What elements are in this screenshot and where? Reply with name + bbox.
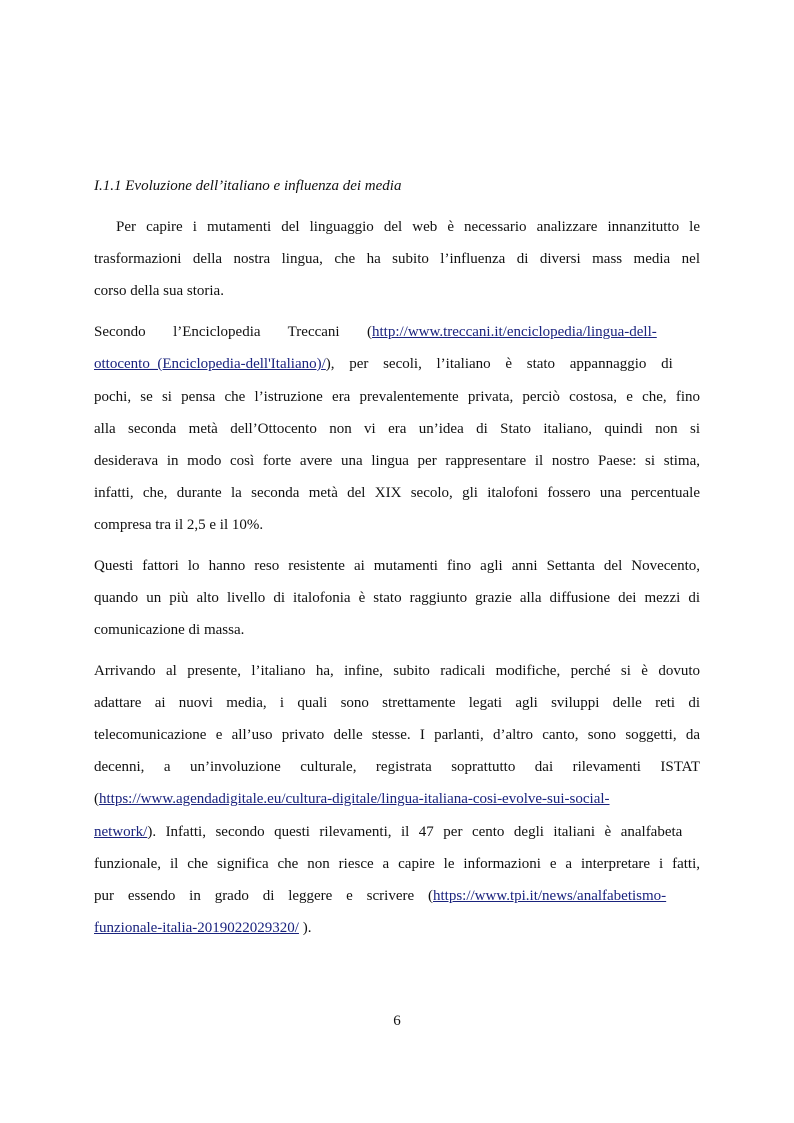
paragraph-3-line-2: quando un più alto livello di italofonia è stato raggiunto grazie alla diffusione dei mezzi di xyxy=(94,590,700,606)
agendadigitale-link-part-2[interactable]: network/ xyxy=(94,824,148,840)
paragraph-1-line-2: trasformazioni della nostra lingua, che ha subito l’influenza di diversi mass media nel xyxy=(94,251,700,267)
paragraph-2-line-2 xyxy=(94,354,700,374)
paragraph-4-text: ). Infatti, secondo questi rilevamenti, il 47 per cento degli italiani è analfabeta xyxy=(147,824,683,840)
paragraph-2-line-7: compresa tra il 2,5 e il 10%. xyxy=(94,517,264,533)
paragraph-4-line-7: funzionale, il che significa che non riesce a capire le informazioni e a interpretare i fatti, xyxy=(94,856,700,872)
paragraph-4-line-9 xyxy=(94,918,700,938)
paragraph-4-text: pur essendo in grado di leggere e scrivere ( xyxy=(94,888,433,904)
tpi-link-part-2[interactable]: funzionale-italia-2019022029320/ xyxy=(94,920,299,936)
paragraph-4-line-8 xyxy=(94,886,700,906)
paragraph-1-line-3: corso della sua storia. xyxy=(94,283,224,299)
paragraph-4-line-2: adattare ai nuovi media, i quali sono strettamente legati agli sviluppi delle reti di xyxy=(94,695,700,711)
treccani-link-part-2[interactable]: ottocento_(Enciclopedia-dell'Italiano)/ xyxy=(94,356,326,372)
paragraph-2-line-1 xyxy=(94,322,700,342)
paragraph-4-line-3: telecomunicazione e all’uso privato delle stesse. I parlanti, d’altro canto, sono soggetti, da xyxy=(94,727,700,743)
paragraph-4-line-6 xyxy=(94,822,700,842)
paragraph-2-line-5: desiderava in modo così forte avere una lingua per rappresentare il nostro Paese: si stima, xyxy=(94,453,700,469)
paragraph-4-text: ). xyxy=(298,920,312,936)
tpi-link-part-1[interactable]: https://www.tpi.it/news/analfabetismo- xyxy=(433,888,667,904)
agendadigitale-link-part-1[interactable]: https://www.agendadigitale.eu/cultura-digitale/lingua-italiana-cosi-evolve-sui-social- xyxy=(99,791,610,807)
paragraph-4-text: ( xyxy=(94,791,99,807)
paragraph-2-text: ), per secoli, l’italiano è stato appannaggio di xyxy=(325,356,673,372)
paragraph-3-line-3: comunicazione di massa. xyxy=(94,622,245,638)
paragraph-3-line-1: Questi fattori lo hanno reso resistente ai mutamenti fino agli anni Settanta del Novecento, xyxy=(94,558,700,574)
paragraph-2-text: Secondo l’Enciclopedia Treccani ( xyxy=(94,324,372,340)
treccani-link-part-1[interactable]: http://www.treccani.it/enciclopedia/lingua-dell- xyxy=(372,324,657,340)
paragraph-4-line-1: Arrivando al presente, l’italiano ha, infine, subito radicali modifiche, perché si è dovuto xyxy=(94,663,700,679)
section-heading: I.1.1 Evoluzione dell’italiano e influenza dei media xyxy=(94,178,402,194)
paragraph-4-line-4: decenni, a un’involuzione culturale, registrata soprattutto dai rilevamenti ISTAT xyxy=(94,759,700,775)
paragraph-2-line-4: alla seconda metà dell’Ottocento non vi era un’idea di Stato italiano, quindi non si xyxy=(94,421,700,437)
paragraph-4-line-5 xyxy=(94,789,700,809)
paragraph-1-line-1: Per capire i mutamenti del linguaggio del web è necessario analizzare innanzitutto le xyxy=(116,219,700,235)
page-number: 6 xyxy=(393,1013,401,1029)
paragraph-2-line-6: infatti, che, durante la seconda metà del XIX secolo, gli italofoni fossero una percentuale xyxy=(94,485,700,501)
paragraph-2-line-3: pochi, se si pensa che l’istruzione era prevalentemente privata, perciò costosa, e che, fino xyxy=(94,389,700,405)
